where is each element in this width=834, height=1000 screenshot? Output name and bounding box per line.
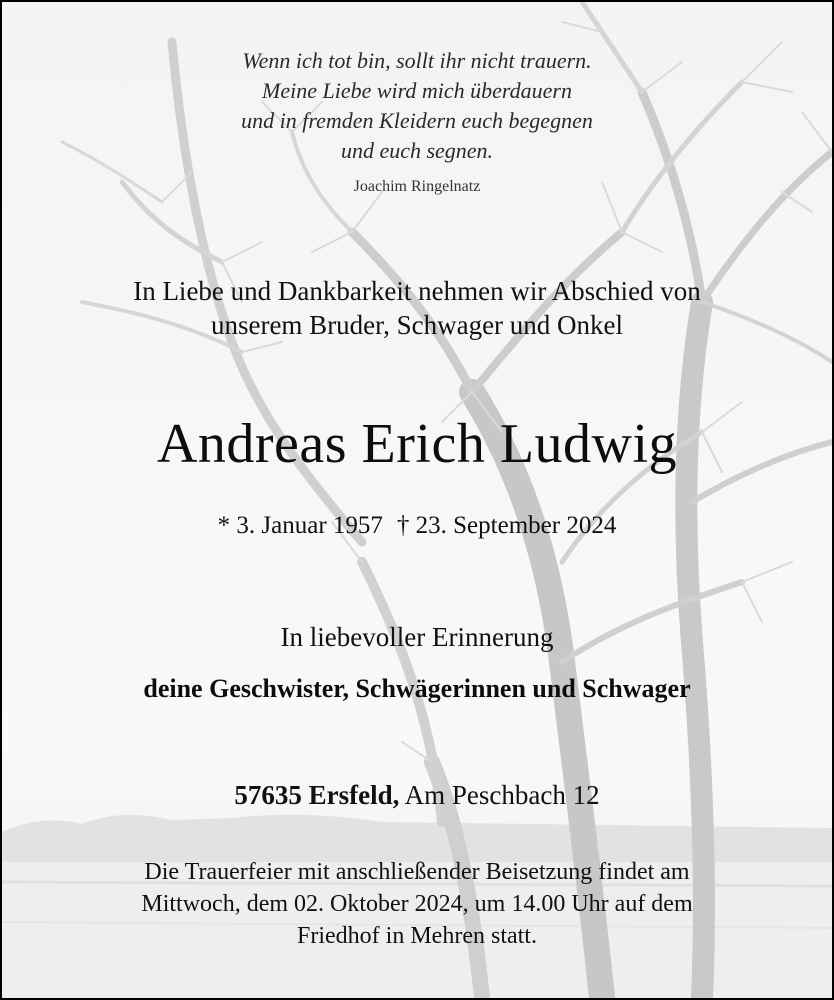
service-line-3: Friedhof in Mehren statt. — [297, 923, 537, 949]
intro-line-1: In Liebe und Dankbarkeit nehmen wir Abschied von — [133, 276, 701, 306]
poem-line-3: und in fremden Kleidern euch begegnen — [241, 108, 593, 133]
address — [2, 780, 832, 811]
remembrance-line: In liebevoller Erinnerung — [280, 622, 554, 652]
address-place: 57635 Ersfeld, — [234, 780, 400, 810]
poem-line-2: Meine Liebe wird mich überdauern — [262, 78, 572, 103]
service-line-1: Die Trauerfeier mit anschließender Beisetzung findet am — [144, 859, 690, 885]
death-date: † 23. September 2024 — [396, 512, 617, 539]
deceased-name: Andreas Erich Ludwig — [156, 413, 678, 475]
family-signature: deine Geschwister, Schwägerinnen und Schwager — [143, 674, 691, 703]
poem-line-4: und euch segnen. — [340, 138, 494, 163]
service-line-2: Mittwoch, dem 02. Oktober 2024, um 14.00 Uhr auf dem — [141, 891, 693, 917]
poem-author: Joachim Ringelnatz — [353, 178, 481, 195]
intro-line-2: unserem Bruder, Schwager und Onkel — [210, 310, 624, 340]
birth-date: * 3. Januar 1957 — [217, 512, 383, 539]
address-street: Am Peschbach 12 — [404, 780, 600, 810]
notice-content — [2, 2, 832, 998]
life-dates — [2, 512, 832, 540]
poem-line-1: Wenn ich tot bin, sollt ihr nicht trauern. — [242, 48, 592, 73]
